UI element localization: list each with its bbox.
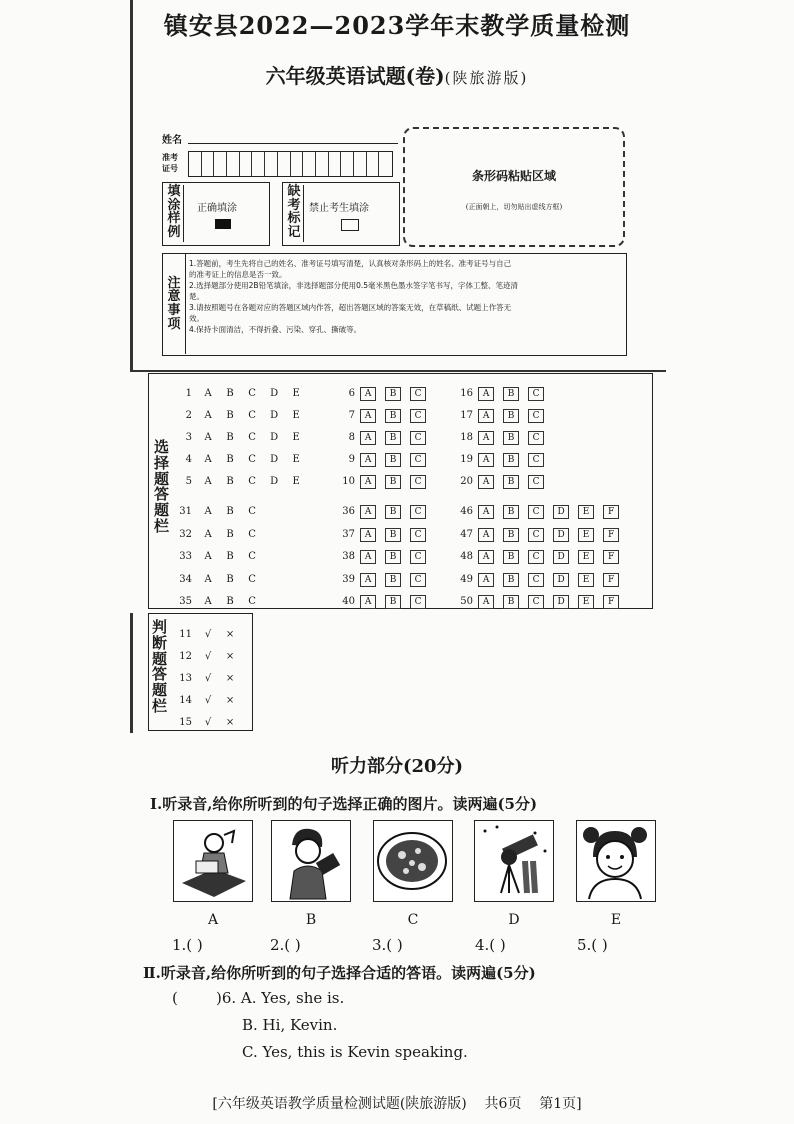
option-bubble[interactable]: C [528,573,544,587]
name-label: 姓名 [162,135,182,146]
option-bubble[interactable]: A [360,453,376,467]
answer-row [335,544,435,567]
fill-char: 例 [167,224,181,240]
option-bubble[interactable]: C [248,432,256,443]
answer-row [453,589,628,612]
option-bubble[interactable]: B [385,475,401,489]
picture-label: A [207,912,219,928]
option-bubble[interactable]: B [226,551,234,562]
judge-char: 栏 [152,696,168,715]
id-label [162,152,178,174]
option-bubble[interactable]: B [503,453,519,467]
option-bubble[interactable]: D [553,528,569,542]
absent-char: 缺 [287,184,301,199]
binding-line-lower [130,613,133,733]
edition-text: (陕旅游版) [444,69,529,87]
row-number: 40 [342,596,355,607]
answer-row [335,499,435,522]
option-bubble[interactable]: C [528,409,544,423]
row-number: 37 [342,528,355,540]
option-bubble[interactable]: C [528,595,544,609]
absent-mark-box [282,182,400,246]
answer-blank[interactable]: 4.( ) [475,936,506,954]
option-bubble[interactable]: D [553,505,569,519]
option-bubble[interactable]: A [478,453,494,467]
option-bubble[interactable]: √ [204,717,212,728]
option-bubble[interactable]: C [528,550,544,564]
judge-row [172,688,241,710]
answer-row [453,447,553,469]
option-bubble[interactable]: A [204,388,212,399]
id-label-1: 准考 [162,152,178,162]
option-bubble[interactable]: B [226,388,234,399]
judge-row [172,622,241,644]
row-number: 11 [179,629,192,640]
barcode-title: 条形码粘贴区域 [471,169,556,183]
answer-row [453,381,553,403]
fill-char: 涂 [167,197,181,213]
option-bubble[interactable]: A [204,476,212,487]
option-bubble[interactable]: C [248,528,256,540]
option-bubble[interactable]: A [204,454,212,465]
option-bubble[interactable]: A [478,475,494,489]
option-bubble[interactable]: C [410,505,426,519]
option-bubble[interactable]: C [410,595,426,609]
answer-row [453,469,553,491]
answer-row [335,589,435,612]
answer-row [335,381,435,403]
row-number: 2 [185,410,192,421]
question-6-option-c: C. Yes, this is Kevin speaking. [242,1043,468,1061]
option-bubble[interactable]: √ [204,673,212,684]
barcode-note: (正面朝上，切勿贴出虚线方框) [465,203,563,211]
option-bubble[interactable]: E [578,573,594,587]
option-bubble[interactable]: √ [204,695,212,706]
judge-row [172,644,241,666]
picture-b-boy-tablet [271,820,351,902]
notice-list [189,258,625,335]
option-bubble[interactable]: C [410,453,426,467]
option-bubble[interactable]: D [270,432,279,443]
option-bubble[interactable]: A [204,573,212,585]
option-bubble[interactable]: A [360,475,376,489]
option-bubble[interactable]: C [248,506,256,517]
option-bubble[interactable]: D [553,573,569,587]
option-bubble[interactable]: B [226,596,234,607]
choice-char: 择 [154,453,170,472]
option-bubble[interactable]: F [603,528,619,542]
option-bubble[interactable]: A [478,595,494,609]
option-bubble[interactable]: C [248,388,256,399]
option-bubble[interactable]: B [385,550,401,564]
answer-row [172,425,307,447]
judge-rows [172,622,241,732]
answer-row [172,469,307,491]
picture-label: D [508,912,520,928]
answer-group-6-10 [335,381,435,491]
fill-correct-label: 正确填涂 [197,203,237,214]
option-bubble[interactable]: A [204,596,212,607]
row-number: 15 [179,717,192,728]
option-bubble[interactable]: A [360,431,376,445]
row-number: 50 [460,596,473,607]
judge-char: 答 [152,665,168,684]
option-bubble[interactable]: C [410,550,426,564]
row-number: 20 [460,476,473,487]
option-bubble[interactable]: C [410,573,426,587]
exam-subtitle [0,60,794,89]
option-bubble[interactable]: C [528,387,544,401]
option-bubble[interactable]: C [528,505,544,519]
answer-row [172,499,263,522]
option-bubble[interactable]: E [578,505,594,519]
option-bubble[interactable]: B [226,573,234,585]
answer-row [172,589,263,612]
option-bubble[interactable]: F [603,505,619,519]
option-bubble[interactable]: B [503,475,519,489]
option-bubble[interactable]: E [578,528,594,542]
choice-area-label [154,440,169,535]
answer-row [335,425,435,447]
part1-instruction: Ⅰ.听录音,给你所听到的句子选择正确的图片。读两遍(5分) [150,795,538,813]
option-bubble[interactable]: E [292,410,300,421]
option-bubble[interactable]: C [528,431,544,445]
judge-char: 断 [152,633,168,652]
option-bubble[interactable]: A [360,595,376,609]
option-bubble[interactable]: C [248,476,256,487]
row-number: 34 [179,573,192,585]
option-bubble[interactable]: × [225,717,235,728]
row-number: 16 [460,388,473,399]
option-bubble[interactable]: B [503,409,519,423]
option-bubble[interactable]: D [270,476,279,487]
answer-row [453,499,628,522]
option-bubble[interactable]: B [503,550,519,564]
option-bubble[interactable]: × [225,695,235,706]
notice-item: 2.选择题部分使用2B铅笔填涂，非选择题部分使用0.5毫米黑色墨水签字笔书写，字体工整、笔迹清 [189,281,518,290]
row-number: 39 [342,573,355,585]
option-bubble[interactable]: E [292,476,300,487]
judge-char: 判 [152,618,168,636]
option-bubble[interactable]: A [360,505,376,519]
answer-row [335,403,435,425]
option-bubble[interactable]: B [503,505,519,519]
answer-row [335,447,435,469]
option-bubble[interactable]: B [385,453,401,467]
notice-char: 意 [167,289,181,305]
row-number: 31 [179,506,192,517]
option-bubble[interactable]: F [603,595,619,609]
picture-label: B [305,912,317,928]
option-bubble[interactable]: A [204,410,212,421]
answer-row [172,522,263,545]
notice-char: 注 [167,275,181,291]
section-divider [130,370,666,372]
absent-char: 考 [287,197,301,213]
absent-label [285,185,304,242]
binding-line-upper [130,0,133,370]
option-bubble[interactable]: B [385,409,401,423]
option-bubble[interactable]: A [360,528,376,542]
question-6-option-b: B. Hi, Kevin. [242,1016,338,1034]
option-bubble[interactable]: B [503,595,519,609]
notice-char: 项 [167,316,181,332]
fill-example-box [162,182,270,246]
option-bubble[interactable]: B [385,595,401,609]
answer-group-36-40 [335,499,435,612]
option-bubble[interactable]: E [578,550,594,564]
option-bubble[interactable]: × [225,629,235,640]
notice-item: 1.答题前，考生先将自己的姓名、准考证号填写清楚，认真核对条形码上的姓名、准考证号与自己 [189,259,512,268]
option-bubble[interactable]: A [360,409,376,423]
question-6: ( )6. A. Yes, she is. [172,989,345,1007]
option-bubble[interactable]: C [410,528,426,542]
option-bubble[interactable]: A [478,505,494,519]
option-bubble[interactable]: C [248,573,256,585]
answer-row [172,381,307,403]
row-number: 17 [460,410,473,421]
answer-group-1-5 [172,381,307,491]
answer-row [335,567,435,590]
notice-item: 楚。 [189,292,204,301]
option-bubble[interactable]: E [578,595,594,609]
absent-checkbox[interactable] [341,219,359,231]
absent-char: 标 [287,211,301,227]
picture-a-girl-reading [173,820,253,902]
option-bubble[interactable]: × [225,651,235,662]
answer-blank[interactable]: 5.( ) [577,936,608,954]
fill-example-label [165,185,184,242]
barcode-area[interactable] [403,127,625,247]
option-bubble[interactable]: D [270,388,279,399]
option-bubble[interactable]: B [226,528,234,540]
option-bubble[interactable]: A [478,409,494,423]
row-number: 7 [348,410,355,421]
row-number: 1 [185,388,192,399]
filled-mark-example [215,219,231,229]
row-number: 9 [348,454,355,465]
row-number: 49 [460,573,473,585]
answer-group-16-20 [453,381,553,491]
option-bubble[interactable]: B [226,476,234,487]
answer-row [453,403,553,425]
option-bubble[interactable]: A [360,387,376,401]
row-number: 18 [460,432,473,443]
option-bubble[interactable]: C [410,409,426,423]
option-bubble[interactable]: B [385,431,401,445]
option-bubble[interactable]: D [553,595,569,609]
option-bubble[interactable]: D [270,454,279,465]
option-bubble[interactable]: A [204,506,212,517]
row-number: 32 [179,528,192,540]
option-bubble[interactable]: B [503,573,519,587]
row-number: 47 [460,528,473,540]
row-number: 33 [179,551,192,562]
option-bubble[interactable]: √ [204,651,212,662]
answer-row [453,544,628,567]
notice-item: 4.保持卡面清洁，不得折叠、污染、穿孔、撕破等。 [189,325,362,334]
answer-row [453,567,628,590]
answer-row [172,447,307,469]
option-bubble[interactable]: × [225,673,235,684]
row-number: 5 [185,476,192,487]
option-bubble[interactable]: A [478,528,494,542]
row-number: 46 [460,506,473,517]
picture-label: C [407,912,419,928]
notice-item: 3.请按照题号在各题对应的答题区域内作答，超出答题区域的答案无效，在草稿纸、试题上作答无 [189,303,512,312]
option-bubble[interactable]: F [603,550,619,564]
option-bubble[interactable]: B [503,387,519,401]
judge-char: 题 [152,649,168,668]
notice-item: 效。 [189,314,204,323]
row-number: 19 [460,454,473,465]
option-bubble[interactable]: C [410,475,426,489]
option-bubble[interactable]: C [248,410,256,421]
answer-group-31-35 [172,499,263,612]
option-bubble[interactable]: B [503,528,519,542]
name-line[interactable] [188,143,398,144]
notice-char: 事 [167,303,181,318]
option-bubble[interactable]: C [528,528,544,542]
answer-row [453,522,628,545]
judge-area-label [152,620,167,715]
row-number: 13 [179,673,192,684]
option-bubble[interactable]: C [410,387,426,401]
option-bubble[interactable]: B [226,454,234,465]
choice-char: 选 [154,438,170,456]
row-number: 4 [185,454,192,465]
option-bubble[interactable]: A [478,387,494,401]
notice-label [163,254,186,354]
answer-row [172,544,263,567]
listening-heading: 听力部分(20分) [330,756,464,777]
answer-row [335,522,435,545]
row-number: 10 [342,476,355,487]
row-number: 3 [185,432,192,443]
judge-row [172,710,241,732]
row-number: 6 [348,388,355,399]
option-bubble[interactable]: B [385,528,401,542]
option-bubble[interactable]: B [226,506,234,517]
option-bubble[interactable]: A [360,550,376,564]
judge-char: 题 [152,681,168,699]
choice-char: 题 [154,469,170,488]
option-bubble[interactable]: B [503,431,519,445]
judge-row [172,666,241,688]
option-bubble[interactable]: E [292,432,300,443]
answer-row [172,567,263,590]
answer-row [453,425,553,447]
option-bubble[interactable]: A [478,431,494,445]
row-number: 38 [342,551,355,562]
option-bubble[interactable]: F [603,573,619,587]
answer-blank[interactable]: 1.( ) [172,936,203,954]
picture-c-food-plate [373,820,453,902]
absent-char: 记 [287,224,301,240]
row-number: 35 [179,596,192,607]
option-bubble[interactable]: A [204,551,212,562]
answer-group-46-50 [453,499,628,612]
option-bubble[interactable]: A [360,573,376,587]
option-bubble[interactable]: D [553,550,569,564]
option-bubble[interactable]: D [270,410,279,421]
answer-row [335,469,435,491]
picture-e-girl-portrait [576,820,656,902]
option-bubble[interactable]: C [528,475,544,489]
option-bubble[interactable]: A [204,528,212,540]
option-bubble[interactable]: C [248,551,256,562]
row-number: 14 [179,695,192,706]
choice-char: 题 [154,501,170,519]
option-bubble[interactable]: A [478,573,494,587]
admission-number-grid[interactable] [188,151,393,177]
row-number: 12 [179,651,192,662]
id-label-2: 证号 [162,163,178,173]
row-number: 36 [342,506,355,517]
notice-box [162,253,627,356]
row-number: 48 [460,551,473,562]
notice-item: 的准考证上的信息是否一致。 [189,270,287,279]
exam-title: 镇安县2022—2023学年末教学质量检测 [163,11,631,40]
option-bubble[interactable]: B [226,432,234,443]
picture-label: E [610,912,622,928]
page-footer: [六年级英语教学质量检测试题(陕旅游版) 共6页 第1页] [212,1096,582,1112]
option-bubble[interactable]: B [226,410,234,421]
option-bubble[interactable]: B [385,505,401,519]
answer-row [172,403,307,425]
option-bubble[interactable]: A [478,550,494,564]
subtitle-text: 六年级英语试题(卷) [265,64,445,88]
picture-d-telescope [474,820,554,902]
option-bubble[interactable]: C [528,453,544,467]
row-number: 8 [348,432,355,443]
fill-char: 填 [167,184,181,199]
option-bubble[interactable]: C [248,454,256,465]
choice-char: 栏 [154,516,170,535]
option-bubble[interactable]: E [292,454,300,465]
fill-char: 样 [167,211,181,227]
option-bubble[interactable]: A [204,432,212,443]
option-bubble[interactable]: C [410,431,426,445]
choice-char: 答 [154,485,170,504]
option-bubble[interactable]: B [385,387,401,401]
option-bubble[interactable]: E [292,388,300,399]
answer-blank[interactable]: 3.( ) [372,936,403,954]
part2-instruction: Ⅱ.听录音,给你所听到的句子选择合适的答语。读两遍(5分) [143,964,536,982]
answer-blank[interactable]: 2.( ) [270,936,301,954]
option-bubble[interactable]: √ [204,629,212,640]
option-bubble[interactable]: C [248,596,256,607]
option-bubble[interactable]: B [385,573,401,587]
absent-note: 禁止考生填涂 [309,203,369,214]
